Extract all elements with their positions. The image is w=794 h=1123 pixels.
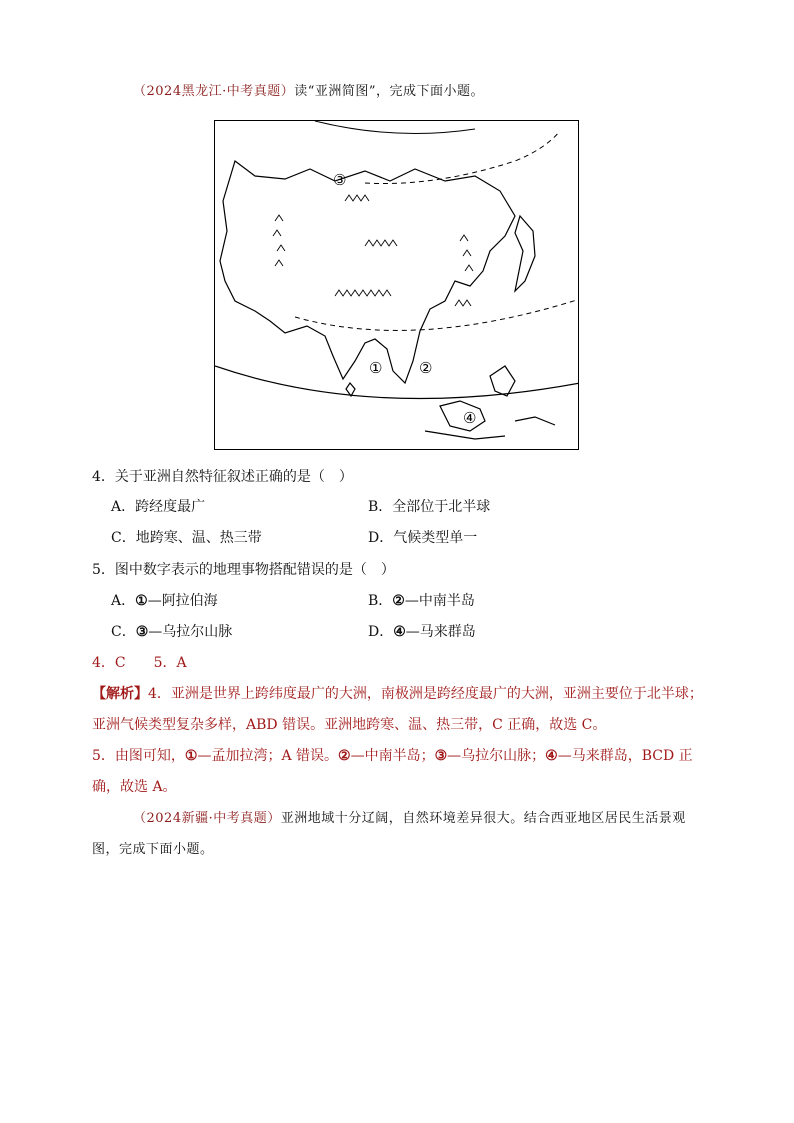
map-label-4: ④ <box>463 409 477 427</box>
number-label: ② <box>338 748 351 764</box>
number-label: ④ <box>545 748 558 764</box>
source-tag: （2024新疆·中考真题） <box>133 811 281 826</box>
analysis-line-2: 亚洲气候类型复杂多样，ABD 错误。亚洲地跨寒、温、热三带，C 正确，故选 C。 <box>92 717 607 733</box>
question-intro-2 <box>133 809 686 829</box>
number-label: ③ <box>434 748 448 764</box>
option-text: —中南半岛 <box>404 593 475 609</box>
number-label: ① <box>135 593 148 609</box>
q5-stem: 5．图中数字表示的地理事物搭配错误的是（ ） <box>92 562 395 578</box>
q4-option-b[interactable]: B．全部位于北半球 <box>368 499 491 515</box>
question-intro-1 <box>133 82 484 102</box>
number-label: ④ <box>393 624 406 640</box>
analysis-text: —中南半岛； <box>350 748 435 764</box>
map-label-1: ① <box>369 359 383 377</box>
q5-option-a[interactable] <box>111 591 218 611</box>
analysis-line-4: 确，故选 A。 <box>92 779 177 795</box>
analysis-text: 5．由图可知， <box>92 748 185 764</box>
asia-map-drawing <box>215 121 579 450</box>
map-label-3: ③ <box>333 171 347 189</box>
option-text: —马来群岛 <box>405 624 476 640</box>
option-prefix: D． <box>368 624 394 640</box>
q4-option-c[interactable]: C．地跨寒、温、热三带 <box>111 530 262 546</box>
question-intro-2-cont: 图，完成下面小题。 <box>92 842 214 857</box>
intro-text: 读“亚洲简图”，完成下面小题。 <box>294 84 485 99</box>
analysis-line-1 <box>92 684 703 704</box>
intro-text: 亚洲地域十分辽阔，自然环境差异很大。结合西亚地区居民生活景观 <box>280 811 686 826</box>
option-prefix: A． <box>111 593 136 609</box>
answer-key: 4．C 5．A <box>92 655 187 671</box>
analysis-text: —乌拉尔山脉； <box>447 748 546 764</box>
q5-option-d[interactable] <box>368 622 476 642</box>
option-prefix: C． <box>111 624 136 640</box>
number-label: ② <box>392 593 405 609</box>
analysis-text: —马来群岛，BCD 正 <box>557 748 693 764</box>
source-tag: （2024黑龙江·中考真题） <box>133 84 295 99</box>
q4-option-a[interactable]: A．跨经度最广 <box>111 499 206 515</box>
q4-option-d[interactable]: D．气候类型单一 <box>368 530 478 546</box>
analysis-line-3 <box>92 746 693 766</box>
option-text: —乌拉尔山脉 <box>148 624 233 640</box>
map-label-2: ② <box>419 359 433 377</box>
q4-stem: 4．关于亚洲自然特征叙述正确的是（ ） <box>92 469 353 485</box>
number-label: ③ <box>135 624 149 640</box>
analysis-text: —孟加拉湾；A 错误。 <box>197 748 339 764</box>
analysis-text: 4．亚洲是世界上跨纬度最广的大洲，南极洲是跨经度最广的大洲，亚洲主要位于北半球； <box>148 686 703 702</box>
number-label: ① <box>184 748 198 764</box>
option-prefix: B． <box>368 593 393 609</box>
q5-option-c[interactable] <box>111 622 232 642</box>
analysis-tag: 【解析】 <box>92 686 148 702</box>
q5-option-b[interactable] <box>368 591 475 611</box>
option-text: —阿拉伯海 <box>147 593 218 609</box>
asia-map <box>214 120 579 450</box>
